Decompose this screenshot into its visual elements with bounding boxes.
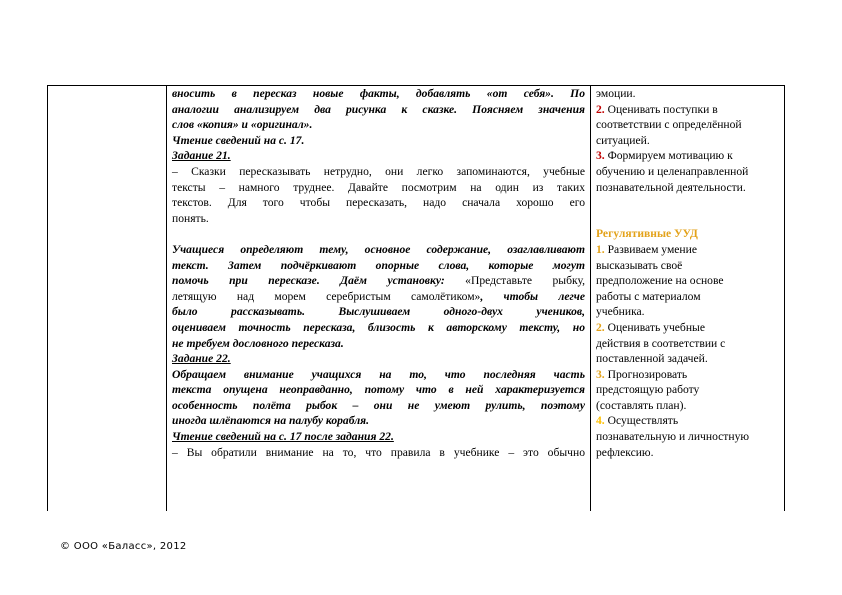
text-fragment: Прогнозировать <box>604 367 688 381</box>
quote-fragment: летящую над морем серебристым самолётиком» <box>172 289 481 303</box>
list-item <box>596 148 781 164</box>
task-heading-21: Задание 21. <box>172 149 231 163</box>
list-item <box>596 320 781 336</box>
text-line: текста опущена неоправданно, потому что в ней характеризуется <box>172 383 585 397</box>
text-line: предстоящую работу <box>596 383 700 397</box>
text-line: – Вы обратили внимание на то, что правила в учебнике – это обычно <box>172 445 585 459</box>
text-line: работы с материалом <box>596 289 701 303</box>
text-line: учебника. <box>596 305 645 319</box>
spacer <box>172 226 585 242</box>
text-line: предположение на основе <box>596 274 724 288</box>
text-line: (составлять план). <box>596 398 687 412</box>
lesson-description-column <box>172 86 585 460</box>
text-line: познавательной деятельности. <box>596 180 746 194</box>
text-fragment: помочь при пересказе. Даём установку: <box>172 274 466 288</box>
text-line: ситуацией. <box>596 133 650 147</box>
list-item <box>596 413 781 429</box>
text-line <box>172 273 585 289</box>
text-fragment: , чтобы легче <box>480 289 585 303</box>
text-fragment: Формируем мотивацию к <box>604 149 733 163</box>
text-line: текстов. Для того чтобы пересказать, надо сначала хорошо его <box>172 196 585 210</box>
text-line: иногда шлёпаются на палубу корабля. <box>172 414 370 428</box>
item-number: 2. <box>596 102 605 116</box>
text-line: эмоции. <box>596 87 636 100</box>
uud-column <box>596 86 781 460</box>
text-line: текст. Затем подчёркивают опорные слова, которые могут <box>172 258 585 272</box>
reading-note: Чтение сведений на с. 17 после задания 22. <box>172 430 394 444</box>
text-line: было рассказывать. Выслушиваем одного-двух учеников, <box>172 305 585 319</box>
text-line: действия в соответствии с <box>596 336 726 350</box>
text-line <box>172 289 585 305</box>
text-line: обучению и целенаправленной <box>596 164 749 178</box>
text-line: высказывать своё <box>596 258 683 272</box>
table-border-col2 <box>166 85 167 511</box>
text-line: Учащиеся определяют тему, основное содержание, озаглавливают <box>172 242 585 256</box>
list-item <box>596 242 781 258</box>
text-line: слов «копия» и «оригинал». <box>172 118 313 132</box>
text-line: рефлексию. <box>596 445 654 459</box>
text-line: понять. <box>172 211 209 225</box>
text-line: познавательную и личностную <box>596 430 750 444</box>
section-heading: Регулятивные УУД <box>596 227 698 241</box>
list-item <box>596 102 781 118</box>
text-line: тексты – намного труднее. Давайте посмотрим на один из таких <box>172 180 585 194</box>
text-line: поставленной задачей. <box>596 352 708 366</box>
text-line: – Сказки пересказывать нетрудно, они легко запоминаются, учебные <box>172 164 585 178</box>
text-line: аналогии анализируем два рисунка к сказке. Поясняем значения <box>172 102 585 116</box>
spacer <box>596 211 781 227</box>
text-line: соответствии с определённой <box>596 118 742 132</box>
text-line: оцениваем точность пересказа, близость к авторскому тексту, но <box>172 320 585 334</box>
item-number: 1. <box>596 242 605 256</box>
table-border-right <box>784 85 785 511</box>
text-fragment: Развиваем умение <box>604 242 697 256</box>
task-heading-22: Задание 22. <box>172 352 231 366</box>
item-number: 4. <box>596 414 605 428</box>
text-fragment: Оценивать учебные <box>604 320 705 334</box>
text-line: вносить в пересказ новые факты, добавлять «от себя». По <box>172 87 585 100</box>
copyright-footer: © ООО «Баласс», 2012 <box>60 541 187 552</box>
text-line: особенность полёта рыбок – они не умеют рулить, поэтому <box>172 398 585 412</box>
text-fragment: Оценивать поступки в <box>604 102 718 116</box>
text-fragment: Осуществлять <box>604 414 679 428</box>
spacer <box>596 195 781 211</box>
list-item <box>596 367 781 383</box>
text-line: не требуем дословного пересказа. <box>172 336 344 350</box>
table-border-col3 <box>590 85 591 511</box>
item-number: 3. <box>596 149 605 163</box>
item-number: 2. <box>596 320 605 334</box>
item-number: 3. <box>596 367 605 381</box>
table-border-left <box>47 85 48 511</box>
quote-fragment: «Представьте рыбку, <box>465 274 585 288</box>
reading-note: Чтение сведений на с. 17. <box>172 133 305 147</box>
text-line: Обращаем внимание учащихся на то, что последняя часть <box>172 367 585 381</box>
